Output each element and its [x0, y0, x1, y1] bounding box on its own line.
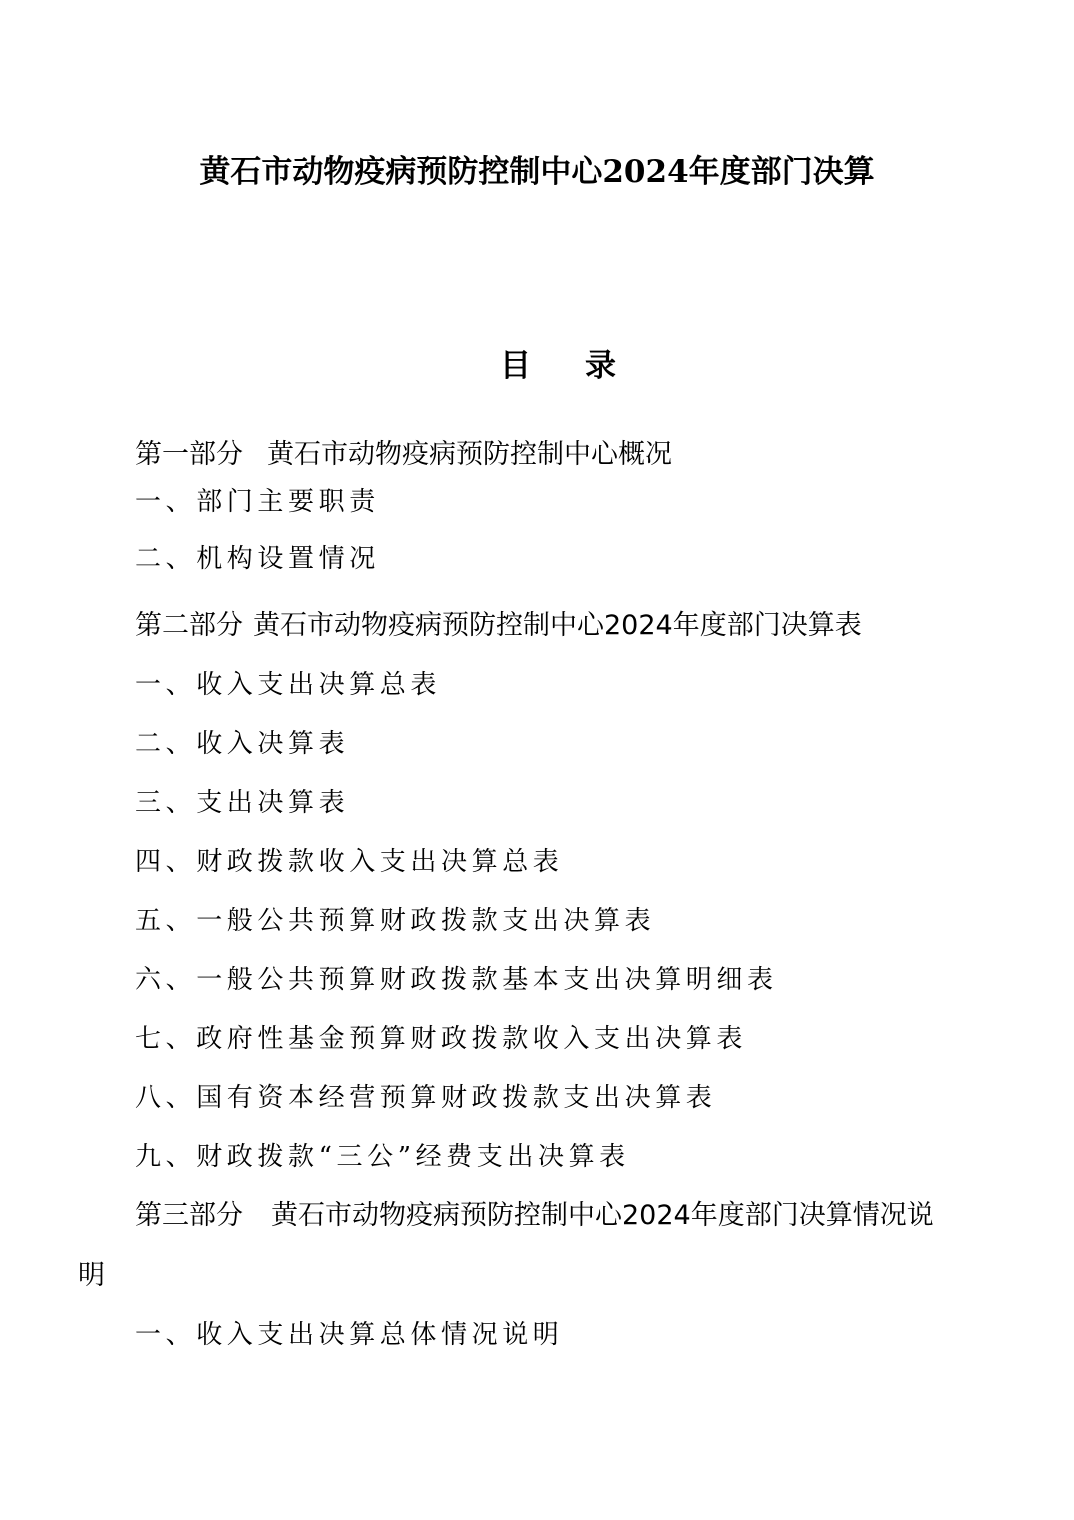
toc-part-2-title: 黄石市动物疫病预防控制中心2024年度部门决算表	[253, 610, 862, 641]
toc-part-2[interactable]	[135, 606, 862, 646]
toc-part-1[interactable]	[135, 435, 672, 475]
toc-item[interactable]: 七、政府性基金预算财政拨款收入支出决算表	[135, 1024, 748, 1054]
toc-item[interactable]: 五、一般公共预算财政拨款支出决算表	[135, 906, 656, 936]
toc-item[interactable]: 一、部门主要职责	[135, 487, 380, 517]
toc-part-3[interactable]	[135, 1196, 934, 1236]
toc-item[interactable]: 四、财政拨款收入支出决算总表	[135, 847, 564, 877]
toc-part-1-label: 第一部分	[135, 439, 243, 470]
toc-part-3-title-line-2[interactable]: 明	[78, 1260, 105, 1291]
toc-item[interactable]: 三、支出决算表	[135, 788, 350, 818]
toc-heading	[500, 342, 660, 390]
document-title: 黄石市动物疫病预防控制中心2024年度部门决算	[199, 154, 875, 190]
toc-part-1-title: 黄石市动物疫病预防控制中心概况	[267, 439, 672, 470]
toc-item[interactable]: 二、收入决算表	[135, 729, 350, 759]
toc-item[interactable]: 八、国有资本经营预算财政拨款支出决算表	[135, 1083, 717, 1113]
toc-item[interactable]: 一、收入支出决算总体情况说明	[135, 1320, 564, 1350]
toc-part-2-label: 第二部分	[135, 610, 243, 641]
toc-item[interactable]: 一、收入支出决算总表	[135, 670, 442, 700]
toc-part-3-title-line-1: 黄石市动物疫病预防控制中心2024年度部门决算情况说	[271, 1200, 934, 1231]
toc-item[interactable]: 二、机构设置情况	[135, 544, 380, 574]
toc-heading-char-1: 目	[500, 348, 531, 384]
toc-heading-char-2: 录	[585, 348, 616, 384]
toc-item[interactable]: 九、财政拨款“三公”经费支出决算表	[135, 1142, 630, 1172]
toc-part-3-label: 第三部分	[135, 1200, 243, 1231]
toc-item[interactable]: 六、一般公共预算财政拨款基本支出决算明细表	[135, 965, 778, 995]
